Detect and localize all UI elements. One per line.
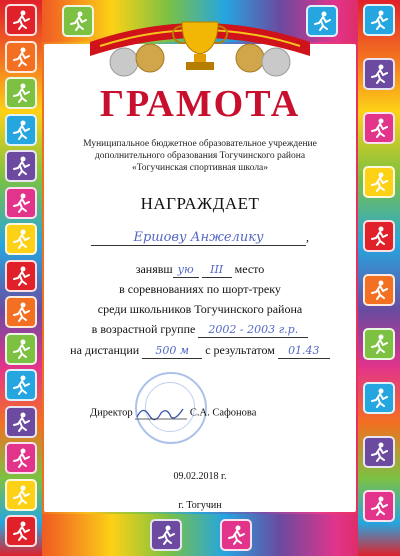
trophy-emblem-icon — [90, 12, 310, 82]
signature-row — [90, 403, 256, 423]
age-group-value: 2002 - 2003 г.р. — [208, 323, 299, 336]
recipient-name: Ершову Анжелику — [133, 230, 264, 245]
recipient-line — [44, 230, 356, 246]
weightlifter-icon — [5, 223, 37, 255]
fencer-icon — [363, 220, 395, 252]
org-line-3: «Тогучинская спортивная школа» — [131, 163, 269, 173]
judo-icon — [5, 515, 37, 547]
place-line — [44, 262, 356, 278]
distance-line — [44, 343, 356, 359]
hurdler-icon — [5, 296, 37, 328]
place-number: III — [210, 263, 224, 276]
judo-icon — [220, 519, 252, 551]
runner-icon — [5, 4, 37, 36]
rower-icon — [363, 112, 395, 144]
volleyball-icon — [363, 490, 395, 522]
wrestler-icon — [5, 114, 37, 146]
skier-icon — [5, 77, 37, 109]
karate-icon — [363, 4, 395, 36]
org-line-2: дополнительного образования Тогучинского района — [94, 151, 306, 161]
boxer-icon — [363, 436, 395, 468]
archer-icon — [363, 274, 395, 306]
result-label: с результатом — [205, 343, 275, 357]
director-label: Директор — [90, 407, 133, 419]
swimmer-icon — [5, 369, 37, 401]
director-name: С.А. Сафонова — [189, 407, 257, 419]
gymnast-icon — [363, 58, 395, 90]
certificate-title: ГРАМОТА — [99, 83, 301, 125]
distance-label: на дистанции — [70, 343, 140, 357]
runner-icon — [363, 166, 395, 198]
archer-icon — [5, 187, 37, 219]
distance-value: 500 м — [155, 344, 189, 357]
place-prefix: занявш — [135, 262, 173, 276]
issue-city: г. Тогучин — [178, 500, 222, 511]
skater-icon — [5, 260, 37, 292]
fencer-icon — [5, 150, 37, 182]
recipient-field — [91, 230, 306, 246]
recipient-comma: , — [306, 230, 309, 244]
place-ending: ую — [177, 263, 194, 276]
signature-icon — [135, 403, 187, 423]
gymnast-icon — [5, 406, 37, 438]
wrestler-icon — [150, 519, 182, 551]
cyclist-icon — [5, 41, 37, 73]
age-group-line — [44, 322, 356, 338]
organization-name — [60, 138, 340, 174]
karate-icon — [5, 479, 37, 511]
age-group-label: в возрастной группе — [91, 322, 196, 336]
competition-line: в соревнованиях по шорт-треку — [119, 282, 281, 296]
place-label: место — [234, 262, 265, 276]
shooter-icon — [5, 442, 37, 474]
org-line-1: Муниципальное бюджетное образовательное учреждение — [83, 139, 317, 149]
result-value: 01.43 — [288, 344, 320, 357]
medal-icon — [306, 5, 338, 37]
awards-heading: НАГРАЖДАЕТ — [140, 194, 260, 213]
bottom-border — [0, 514, 400, 556]
skier-icon — [363, 382, 395, 414]
among-line: среди школьников Тогучинского района — [97, 302, 303, 316]
boxer-icon — [5, 333, 37, 365]
issue-date: 09.02.2018 г. — [173, 471, 227, 482]
tennis-icon — [363, 328, 395, 360]
